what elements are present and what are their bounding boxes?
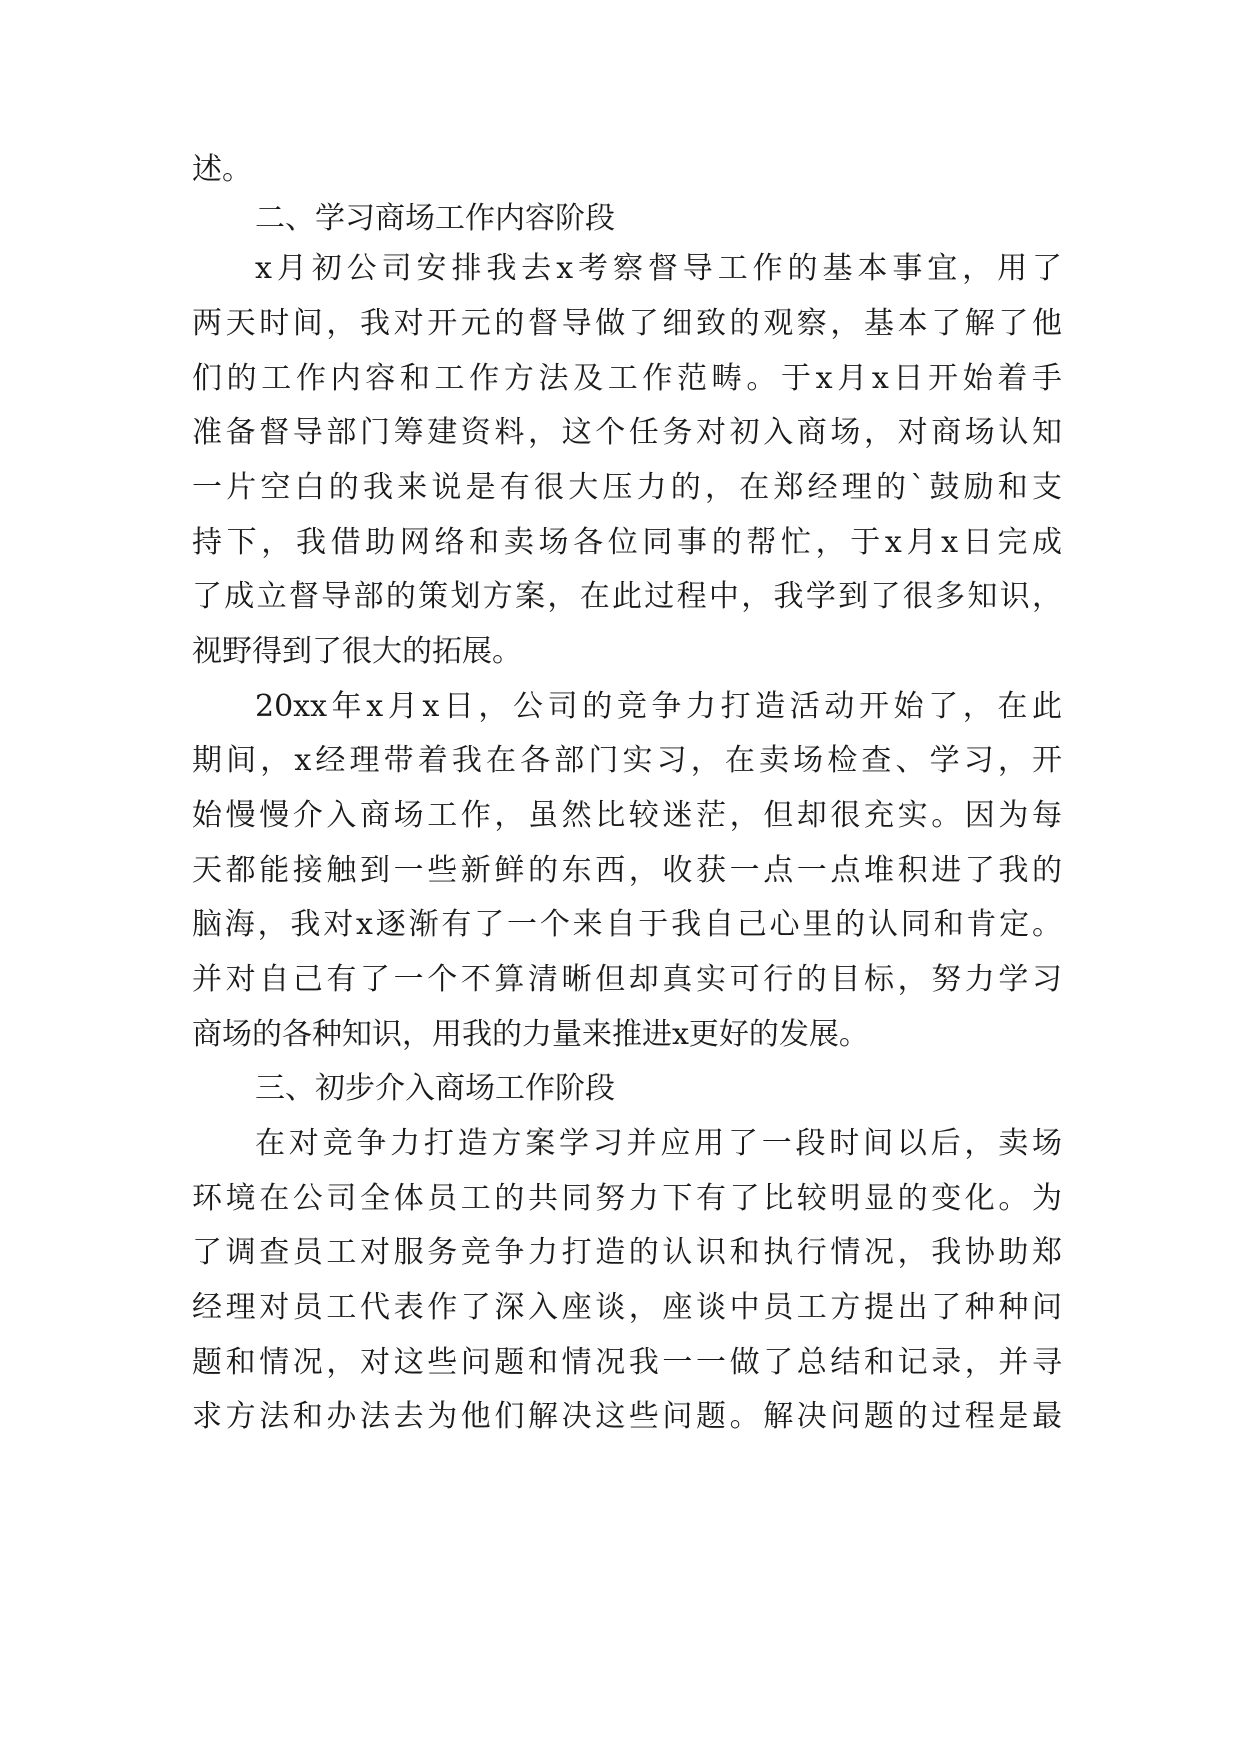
text-line: 两天时间，我对开元的督导做了细致的观察，基本了解了他 [192, 306, 1062, 341]
text-line: 题和情况，对这些问题和情况我一一做了总结和记录，并寻 [192, 1345, 1062, 1380]
text-line: 环境在公司全体员工的共同努力下有了比较明显的变化。为 [192, 1181, 1062, 1216]
text-line: 天都能接触到一些新鲜的东西，收获一点一点堆积进了我的 [192, 853, 1062, 888]
text-line: 了成立督导部的策划方案，在此过程中，我学到了很多知识， [192, 579, 1062, 614]
text-line: 在对竞争力打造方案学习并应用了一段时间以后，卖场 [255, 1126, 1062, 1161]
text-line: 持下，我借助网络和卖场各位同事的帮忙，于x月x日完成 [192, 525, 1062, 560]
text-line: 们的工作内容和工作方法及工作范畴。于x月x日开始着手 [192, 361, 1062, 396]
text-line: 述。 [192, 152, 252, 187]
section-heading: 三、初步介入商场工作阶段 [255, 1071, 615, 1106]
text-line: 20xx年x月x日，公司的竞争力打造活动开始了，在此 [255, 689, 1062, 724]
text-line: 了调查员工对服务竞争力打造的认识和执行情况，我协助郑 [192, 1235, 1062, 1270]
text-line: 求方法和办法去为他们解决这些问题。解决问题的过程是最 [192, 1399, 1062, 1434]
text-line: 一片空白的我来说是有很大压力的，在郑经理的`鼓励和支 [192, 470, 1062, 505]
text-line: 期间，x经理带着我在各部门实习，在卖场检查、学习，开 [192, 743, 1062, 778]
text-line: 商场的各种知识，用我的力量来推进x更好的发展。 [192, 1017, 869, 1052]
text-line: x月初公司安排我去x考察督导工作的基本事宜，用了 [255, 251, 1062, 286]
text-line: 并对自己有了一个不算清晰但却真实可行的目标，努力学习 [192, 962, 1062, 997]
section-heading: 二、学习商场工作内容阶段 [255, 201, 615, 236]
text-line: 始慢慢介入商场工作，虽然比较迷茫，但却很充实。因为每 [192, 798, 1062, 833]
text-line: 视野得到了很大的拓展。 [192, 634, 522, 669]
text-line: 准备督导部门筹建资料，这个任务对初入商场，对商场认知 [192, 415, 1062, 450]
text-line: 经理对员工代表作了深入座谈，座谈中员工方提出了种种问 [192, 1290, 1062, 1325]
text-line: 脑海，我对x逐渐有了一个来自于我自己心里的认同和肯定。 [192, 907, 1062, 942]
